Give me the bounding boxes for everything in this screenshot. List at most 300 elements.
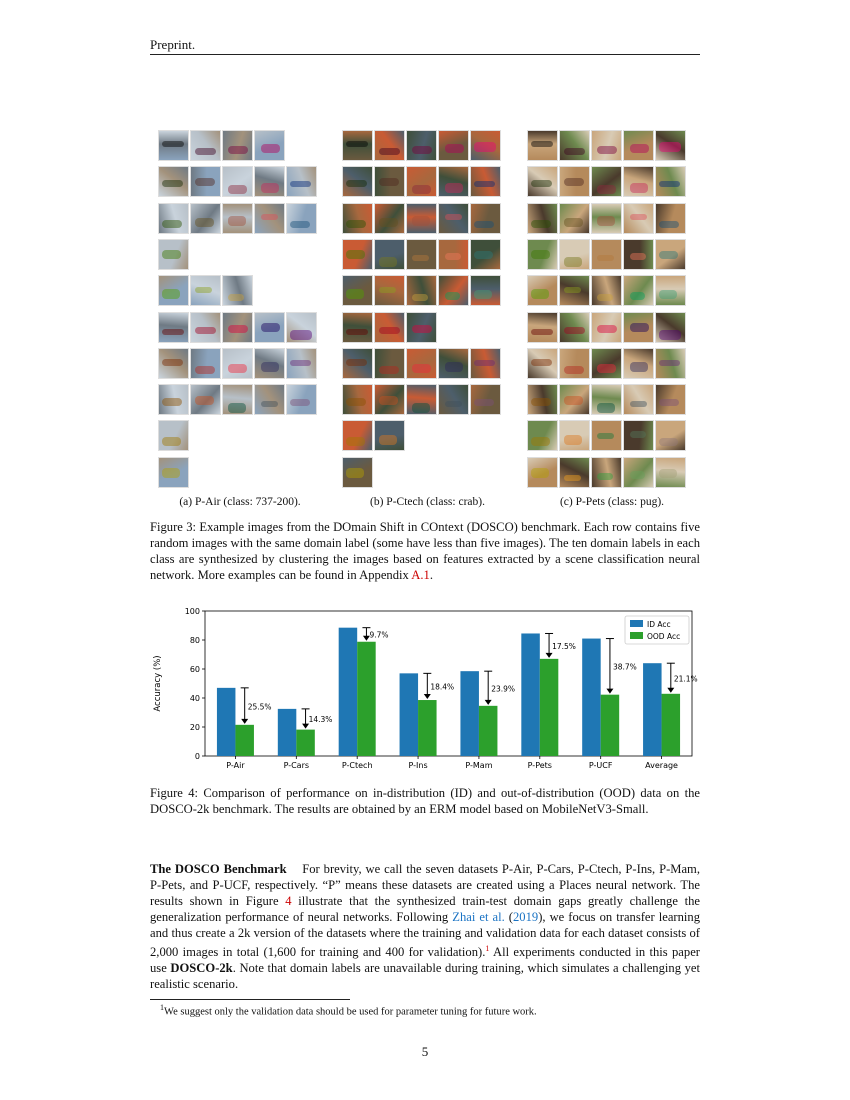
thumbnail-subject [162, 359, 183, 366]
thumbnail-subject [162, 289, 180, 299]
page-number: 5 [421, 1044, 429, 1059]
citation-year-link[interactable]: 2019 [513, 910, 539, 924]
bar-ood-acc [296, 730, 315, 756]
footnote-marker[interactable]: 1 [485, 944, 490, 953]
section-text-1: For brevity, we call the seven datasets P-Air, P-Cars, P-Ctech, P-Ins, P-Mam, P-Pets, and P-UCF, respectively. “P” means these datasets are created using a Places neural network. The results shown in Figure [150, 862, 701, 908]
subcaption-pets: (c) P-Pets (class: pug). [559, 496, 665, 508]
thumbnail-subject [261, 214, 278, 220]
thumbnail-image [254, 312, 285, 343]
thumbnail-subject [659, 251, 678, 259]
thumbnail-subject [564, 218, 583, 227]
thumbnail-subject [597, 433, 614, 439]
thumbnail-subject [630, 323, 649, 332]
thumbnail-subject [379, 287, 396, 293]
thumbnail-subject [379, 148, 400, 155]
bar-ood-acc [540, 659, 559, 756]
thumbnail-subject [195, 148, 216, 155]
thumbnail-subject [630, 401, 647, 407]
thumbnail-image [190, 348, 221, 379]
drop-arrow-head [424, 694, 431, 699]
thumbnail-image [623, 348, 654, 379]
thumbnail-subject [195, 178, 215, 186]
thumbnail-image [342, 457, 373, 488]
thumbnail-subject [474, 251, 493, 259]
thumbnail-image [438, 275, 469, 306]
thumbnail-subject [564, 475, 581, 481]
bar-id-acc [643, 663, 662, 756]
legend-swatch-ood [630, 632, 643, 639]
thumbnail-image [406, 130, 437, 161]
thumbnail-subject [346, 398, 366, 406]
thumbnail-row [527, 384, 686, 415]
thumbnail-image [342, 203, 373, 234]
thumbnail-image [527, 203, 558, 234]
thumbnail-image [406, 384, 437, 415]
thumbnail-image [342, 275, 373, 306]
thumbnail-subject [659, 469, 677, 478]
thumbnail-subject [379, 435, 397, 445]
thumbnail-subject [412, 185, 431, 194]
thumbnail-image [374, 275, 405, 306]
thumbnail-image [222, 312, 253, 343]
thumbnail-image [158, 312, 189, 343]
citation-close: ) [538, 910, 543, 924]
thumbnail-subject [445, 292, 460, 300]
thumbnail-subject [162, 141, 184, 147]
bar-id-acc [460, 671, 479, 756]
bar-id-acc [582, 639, 601, 756]
thumbnail-subject [630, 214, 647, 220]
thumbnail-subject [445, 253, 461, 260]
thumbnail-subject [630, 431, 646, 438]
thumbnail-image [591, 457, 622, 488]
drop-arrow-head [302, 724, 309, 729]
thumbnail-image [623, 130, 654, 161]
thumbnail-image [527, 275, 558, 306]
thumbnail-subject [290, 181, 311, 187]
thumbnail-row [158, 457, 189, 488]
drop-arrow-head [606, 689, 613, 694]
thumbnail-image [527, 420, 558, 451]
thumbnail-image [527, 130, 558, 161]
subcaption-ctech: (b) P-Ctech (class: crab). [370, 496, 485, 508]
dosco-2k-term: DOSCO-2k [170, 961, 233, 976]
thumbnail-row [527, 348, 686, 379]
thumbnail-subject [412, 325, 432, 333]
thumbnail-row [158, 420, 189, 451]
footnote-text: We suggest only the validation data should be used for parameter tuning for future work. [164, 1006, 537, 1018]
thumbnail-image [438, 130, 469, 161]
thumbnail-subject [162, 329, 184, 335]
thumbnail-subject [290, 360, 311, 366]
thumbnail-subject [474, 221, 494, 228]
x-tick-label: P-Pets [527, 761, 552, 770]
thumbnail-image [374, 239, 405, 270]
thumbnail-image [655, 130, 686, 161]
thumbnail-subject [195, 287, 212, 293]
thumbnail-image [342, 420, 373, 451]
thumbnail-subject [162, 180, 183, 187]
thumbnail-image [222, 166, 253, 197]
thumbnail-image [559, 203, 590, 234]
figure4-caption-text: Comparison of performance on in-distribution (ID) and out-of-distribution (OOD) data on the DOSCO-2k benchmark. The results are obtained by an ERM model based on MobileNetV3-Small. [150, 786, 700, 816]
bar-ood-acc [235, 725, 254, 756]
thumbnail-image [623, 420, 654, 451]
thumbnail-subject [531, 437, 550, 446]
thumbnail-image [158, 420, 189, 451]
drop-label: 9.7% [369, 630, 389, 640]
thumbnail-subject [597, 364, 616, 373]
thumbnail-image [222, 384, 253, 415]
thumbnail-image [286, 312, 317, 343]
thumbnail-row [158, 166, 317, 197]
thumbnail-subject [412, 403, 430, 413]
thumbnail-subject [597, 146, 617, 154]
thumbnail-image [158, 348, 189, 379]
drop-label: 18.4% [430, 682, 455, 692]
x-tick-label: P-Cars [283, 761, 310, 770]
figure-ref-link[interactable]: 4 [285, 894, 292, 908]
thumbnail-subject [597, 473, 613, 480]
thumbnail-image [254, 384, 285, 415]
footnote [160, 1003, 537, 1018]
thumbnail-image [559, 420, 590, 451]
thumbnail-image [158, 130, 189, 161]
drop-label: 38.7% [612, 662, 637, 672]
thumbnail-image [158, 239, 189, 270]
bar-ood-acc [601, 695, 620, 756]
bar-id-acc [278, 709, 297, 756]
legend-label-ood: OOD Acc [647, 632, 681, 641]
thumbnail-image [655, 203, 686, 234]
thumbnail-image [222, 348, 253, 379]
thumbnail-subject [445, 183, 463, 193]
thumbnail-image [342, 384, 373, 415]
thumbnail-image [527, 239, 558, 270]
thumbnail-subject [474, 181, 495, 187]
thumbnail-subject [412, 146, 432, 154]
drop-arrow-head [485, 700, 492, 705]
thumbnail-subject [659, 330, 681, 340]
thumbnail-image [559, 166, 590, 197]
thumbnail-image [655, 457, 686, 488]
thumbnail-subject [474, 360, 495, 366]
bar-id-acc [217, 688, 236, 756]
thumbnail-subject [597, 216, 615, 226]
thumbnail-row [158, 239, 189, 270]
thumbnail-image [254, 348, 285, 379]
thumbnail-subject [261, 362, 279, 372]
thumbnail-image [406, 275, 437, 306]
thumbnail-subject [531, 359, 552, 366]
thumbnail-image [591, 312, 622, 343]
thumbnail-subject [379, 218, 398, 227]
thumbnail-subject [228, 216, 246, 226]
thumbnail-image [655, 312, 686, 343]
x-tick-label: P-Air [226, 761, 245, 770]
thumbnail-subject [162, 398, 182, 406]
bar-ood-acc [418, 700, 437, 756]
thumbnail-image [406, 348, 437, 379]
thumbnail-subject [531, 250, 550, 259]
drop-label: 14.3% [308, 715, 333, 725]
thumbnail-image [374, 203, 405, 234]
thumbnail-subject [630, 253, 646, 260]
thumbnail-subject [228, 403, 246, 413]
thumbnail-subject [564, 178, 584, 186]
thumbnail-image [254, 130, 285, 161]
thumbnail-subject [162, 250, 181, 259]
thumbnail-image [591, 130, 622, 161]
thumbnail-subject [195, 366, 215, 374]
section-text-4: All experiments conducted in this paper use [150, 945, 700, 976]
thumbnail-image [374, 166, 405, 197]
thumbnail-image [286, 166, 317, 197]
thumbnail-image [406, 166, 437, 197]
drop-arrow-head [241, 719, 248, 724]
figure4-caption-label: Figure 4: [150, 786, 199, 800]
thumbnail-image [342, 166, 373, 197]
thumbnail-image [374, 384, 405, 415]
thumbnail-subject [346, 220, 366, 228]
thumbnail-subject [597, 185, 616, 194]
thumbnail-subject [659, 399, 679, 406]
thumbnail-subject [412, 294, 428, 301]
appendix-link[interactable]: A.1 [411, 568, 430, 582]
thumbnail-row [527, 275, 686, 306]
thumbnail-image [438, 239, 469, 270]
thumbnail-image [655, 275, 686, 306]
thumbnail-subject [412, 364, 431, 373]
thumbnail-subject [531, 468, 549, 478]
thumbnail-subject [564, 287, 581, 293]
thumbnail-image [254, 166, 285, 197]
bar-id-acc [400, 673, 419, 756]
thumbnail-row [158, 130, 285, 161]
thumbnail-image [559, 130, 590, 161]
thumbnail-subject [597, 325, 617, 333]
x-tick-label: P-UCF [588, 761, 613, 770]
thumbnail-subject [659, 438, 678, 446]
y-tick-label: 60 [189, 665, 200, 674]
thumbnail-image [559, 275, 590, 306]
footnote-mark: 1 [160, 1003, 164, 1012]
thumbnail-image [623, 239, 654, 270]
thumbnail-image [374, 420, 405, 451]
section-heading: The DOSCO Benchmark [150, 862, 287, 876]
thumbnail-image [623, 384, 654, 415]
thumbnail-subject [659, 360, 680, 366]
thumbnail-image [190, 203, 221, 234]
drop-label: 17.5% [552, 642, 576, 652]
thumbnail-subject [228, 146, 248, 154]
thumbnail-row [158, 203, 317, 234]
thumbnail-row [342, 166, 501, 197]
thumbnail-image [559, 239, 590, 270]
thumbnail-subject [564, 396, 583, 405]
thumbnail-image [655, 348, 686, 379]
thumbnail-subject [564, 435, 582, 445]
thumbnail-image [527, 166, 558, 197]
thumbnail-subject [474, 399, 494, 406]
thumbnail-image [559, 457, 590, 488]
thumbnail-subject [346, 468, 364, 478]
header-rule [150, 54, 700, 55]
thumbnail-subject [659, 221, 679, 228]
drop-label: 21.1% [673, 674, 698, 684]
thumbnail-row [342, 275, 501, 306]
thumbnail-image [158, 166, 189, 197]
thumbnail-subject [379, 366, 399, 374]
x-tick-label: P-Mam [465, 761, 493, 770]
thumbnail-image [470, 384, 501, 415]
thumbnail-image [190, 130, 221, 161]
thumbnail-row [158, 348, 317, 379]
y-tick-label: 40 [189, 694, 200, 703]
thumbnail-subject [379, 396, 398, 405]
thumbnail-row [342, 130, 501, 161]
thumbnail-subject [261, 401, 278, 407]
dosco-section [150, 861, 700, 992]
thumbnail-row [342, 203, 501, 234]
thumbnail-image [158, 203, 189, 234]
thumbnail-image [559, 312, 590, 343]
thumbnail-subject [228, 364, 247, 373]
thumbnail-image [591, 239, 622, 270]
thumbnail-image [470, 239, 501, 270]
thumbnail-image [406, 312, 437, 343]
drop-label: 23.9% [491, 684, 516, 694]
thumbnail-subject [630, 144, 649, 153]
thumbnail-row [342, 239, 501, 270]
thumbnail-subject [228, 294, 244, 301]
drop-label: 25.5% [247, 702, 272, 712]
thumbnail-row [342, 312, 437, 343]
x-tick-label: Average [645, 761, 678, 770]
thumbnail-image [158, 457, 189, 488]
thumbnail-subject [445, 214, 462, 220]
footnote-rule [150, 999, 350, 1000]
thumbnail-image [190, 166, 221, 197]
legend-swatch-id [630, 620, 643, 627]
thumbnail-subject [630, 183, 648, 193]
thumbnail-image [623, 203, 654, 234]
thumbnail-image [374, 130, 405, 161]
thumbnail-image [591, 166, 622, 197]
thumbnail-subject [564, 148, 585, 155]
drop-arrow-head [667, 688, 674, 693]
thumbnail-image [190, 384, 221, 415]
figure4-caption [150, 785, 700, 817]
thumbnail-subject [564, 327, 585, 334]
thumbnail-subject [290, 221, 310, 228]
thumbnail-row [527, 239, 686, 270]
thumbnail-subject [346, 289, 364, 299]
thumbnail-subject [564, 366, 584, 374]
section-text-2: illustrate that the synthesized train-test domain gaps greatly challenge the generalization performance of neural networks. Following [150, 894, 701, 924]
thumbnail-image [655, 384, 686, 415]
thumbnail-row [342, 420, 405, 451]
thumbnail-image [591, 420, 622, 451]
thumbnail-subject [290, 399, 310, 406]
thumbnail-image [470, 275, 501, 306]
thumbnail-subject [531, 141, 553, 147]
running-header: Preprint. [150, 37, 196, 52]
thumbnail-subject [228, 185, 247, 194]
thumbnail-row [342, 457, 373, 488]
x-tick-label: P-Ins [408, 761, 428, 770]
thumbnail-image [286, 384, 317, 415]
y-tick-label: 0 [194, 752, 200, 761]
thumbnail-image [438, 203, 469, 234]
x-tick-label: P-Ctech [341, 761, 373, 770]
thumbnail-image [527, 312, 558, 343]
thumbnail-image [470, 166, 501, 197]
thumbnail-row [158, 275, 253, 306]
citation-name-link[interactable]: Zhai et al. [452, 910, 505, 924]
thumbnail-subject [531, 329, 553, 335]
citation-open: ( [504, 910, 513, 924]
thumbnail-subject [162, 468, 180, 478]
thumbnail-subject [346, 250, 365, 259]
thumbnail-row [527, 420, 686, 451]
thumbnail-subject [474, 142, 496, 152]
section-text-3: , we focus on transfer learning and thus create a 2k version of the datasets where the training and validation data for each dataset consists of 2,000 images in total (1,600 for training and 400 for validation). [150, 910, 701, 960]
thumbnail-image [559, 384, 590, 415]
section-text-5: . Note that domain labels are unavailable during training, which simulates a challenging yet realistic scenario. [150, 961, 700, 992]
thumbnail-image [158, 384, 189, 415]
figure3-caption-end: . [429, 568, 433, 582]
thumbnail-image [286, 348, 317, 379]
thumbnail-subject [261, 144, 280, 153]
thumbnail-image [470, 348, 501, 379]
thumbnail-subject [445, 144, 464, 153]
thumbnail-image [342, 348, 373, 379]
y-tick-label: 80 [189, 636, 200, 645]
thumbnail-subject [346, 141, 368, 147]
thumbnail-image [655, 239, 686, 270]
thumbnail-row [527, 457, 686, 488]
thumbnail-subject [412, 255, 429, 261]
thumbnail-image [406, 203, 437, 234]
thumbnail-image [222, 130, 253, 161]
thumbnail-image [591, 384, 622, 415]
thumbnail-subject [531, 398, 551, 406]
thumbnail-subject [290, 330, 312, 340]
thumbnail-row [342, 384, 501, 415]
figure3-caption-label: Figure 3: [150, 520, 197, 534]
thumbnail-image [286, 203, 317, 234]
thumbnail-subject [162, 437, 181, 446]
thumbnail-subject [195, 396, 214, 405]
thumbnail-image [527, 457, 558, 488]
thumbnail-subject [195, 218, 214, 227]
y-tick-label: 100 [184, 607, 200, 616]
subcaption-air: (a) P-Air (class: 737-200). [179, 496, 301, 508]
thumbnail-image [254, 203, 285, 234]
thumbnail-subject [659, 181, 680, 187]
thumbnail-image [591, 348, 622, 379]
figure3-caption [150, 519, 700, 583]
thumbnail-subject [379, 327, 400, 334]
thumbnail-subject [445, 401, 462, 407]
thumbnail-subject [659, 290, 677, 299]
bar-ood-acc [357, 642, 376, 756]
thumbnail-image [527, 384, 558, 415]
thumbnail-subject [261, 323, 280, 332]
legend-label-id: ID Acc [647, 620, 671, 629]
thumbnail-subject [630, 471, 645, 479]
